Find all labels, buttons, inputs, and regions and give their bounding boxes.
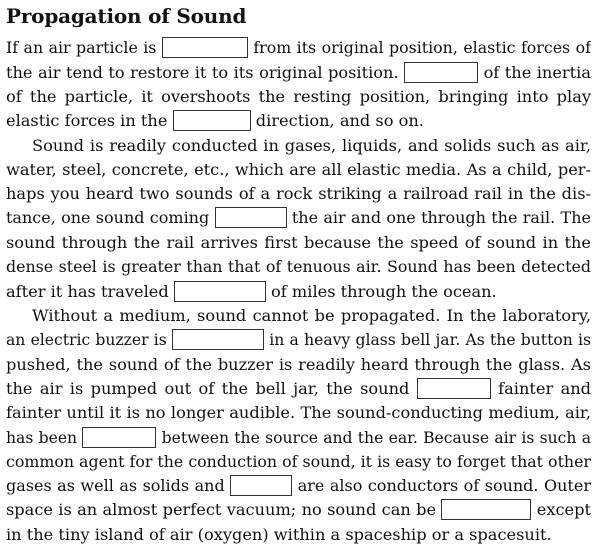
text-line <box>6 523 591 547</box>
text-line <box>6 450 591 474</box>
line-text: If an air particle is <box>6 38 157 57</box>
line-text: are also conductors of sound. Outer <box>297 476 591 495</box>
line-text: Sound is readily conducted in gases, liquids, and solids such as air, <box>32 136 591 155</box>
line-text: gases as well as solids and <box>6 476 225 495</box>
line-text: pushed, the sound of the buzzer is readily heard through the glass. As <box>6 355 591 374</box>
text-line <box>6 255 591 279</box>
fill-in-blank[interactable] <box>174 281 266 302</box>
line-text: common agent for the conduction of sound, it is easy to forget that other <box>6 452 591 471</box>
line-text: after it has traveled <box>6 282 169 301</box>
text-line <box>6 158 591 182</box>
line-text: has been <box>6 429 78 447</box>
line-text: dense steel is greater than that of tenuous air. Sound has been detected <box>6 257 591 276</box>
text-line <box>6 280 591 304</box>
fill-in-blank[interactable] <box>417 378 491 399</box>
text-line <box>6 377 591 401</box>
page-title: Propagation of Sound <box>6 4 247 28</box>
text-line <box>6 231 591 255</box>
text-line <box>6 182 591 206</box>
line-text: elastic forces in the <box>6 111 168 130</box>
line-text: of the inertia <box>483 63 591 82</box>
line-text: direction, and so on. <box>255 111 424 130</box>
line-text: sound through the rail arrives first because the speed of sound in the <box>6 233 591 252</box>
line-text: between the source and the ear. Because air is such a <box>161 429 591 447</box>
text-line <box>6 85 591 109</box>
fill-in-blank[interactable] <box>404 62 478 83</box>
line-text: fainter until it is no longer audible. The sound-conducting medium, air, <box>6 403 591 422</box>
fill-in-blank[interactable] <box>162 37 248 58</box>
text-line <box>6 109 591 133</box>
text-line <box>6 36 591 60</box>
line-text: haps you heard two sounds of a rock striking a railroad rail in the dis- <box>6 184 591 203</box>
line-text: space is an almost perfect vacuum; no sound can be <box>6 500 437 519</box>
line-text: Without a medium, sound cannot be propagated. In the laboratory, <box>32 306 591 325</box>
text-line <box>32 134 591 158</box>
line-text: except <box>536 500 591 519</box>
fill-in-blank[interactable] <box>441 499 531 520</box>
fill-in-blank[interactable] <box>173 110 251 131</box>
text-line <box>6 328 591 352</box>
fill-in-blank[interactable] <box>172 329 264 350</box>
fill-in-blank[interactable] <box>215 207 287 228</box>
line-text: an electric buzzer is <box>6 331 167 349</box>
line-text: fainter and <box>498 379 591 398</box>
line-text: tance, one sound coming <box>6 208 210 227</box>
text-line <box>6 426 591 450</box>
text-line <box>6 61 591 85</box>
text-line <box>6 206 591 230</box>
line-text: the air tend to restore it to its original position. <box>6 63 399 82</box>
fill-in-blank[interactable] <box>82 427 156 448</box>
line-text: of the particle, it overshoots the resting position, bringing into play <box>6 87 591 106</box>
line-text: the air and one through the rail. The <box>291 208 591 227</box>
fill-in-blank[interactable] <box>230 475 292 496</box>
line-text: of miles through the ocean. <box>271 282 497 301</box>
line-text: in the tiny island of air (oxygen) within a spaceship or a spacesuit. <box>6 525 552 544</box>
line-text: water, steel, concrete, etc., which are all elastic media. As a child, per- <box>6 160 591 179</box>
line-text: the air is pumped out of the bell jar, the sound <box>6 379 410 398</box>
line-text: in a heavy glass bell jar. As the button is <box>269 331 591 349</box>
text-line <box>6 401 591 425</box>
text-line <box>6 498 591 522</box>
text-line <box>32 304 591 328</box>
text-line <box>6 474 591 498</box>
line-text: from its original position, elastic forces of <box>253 38 591 57</box>
text-line <box>6 353 591 377</box>
